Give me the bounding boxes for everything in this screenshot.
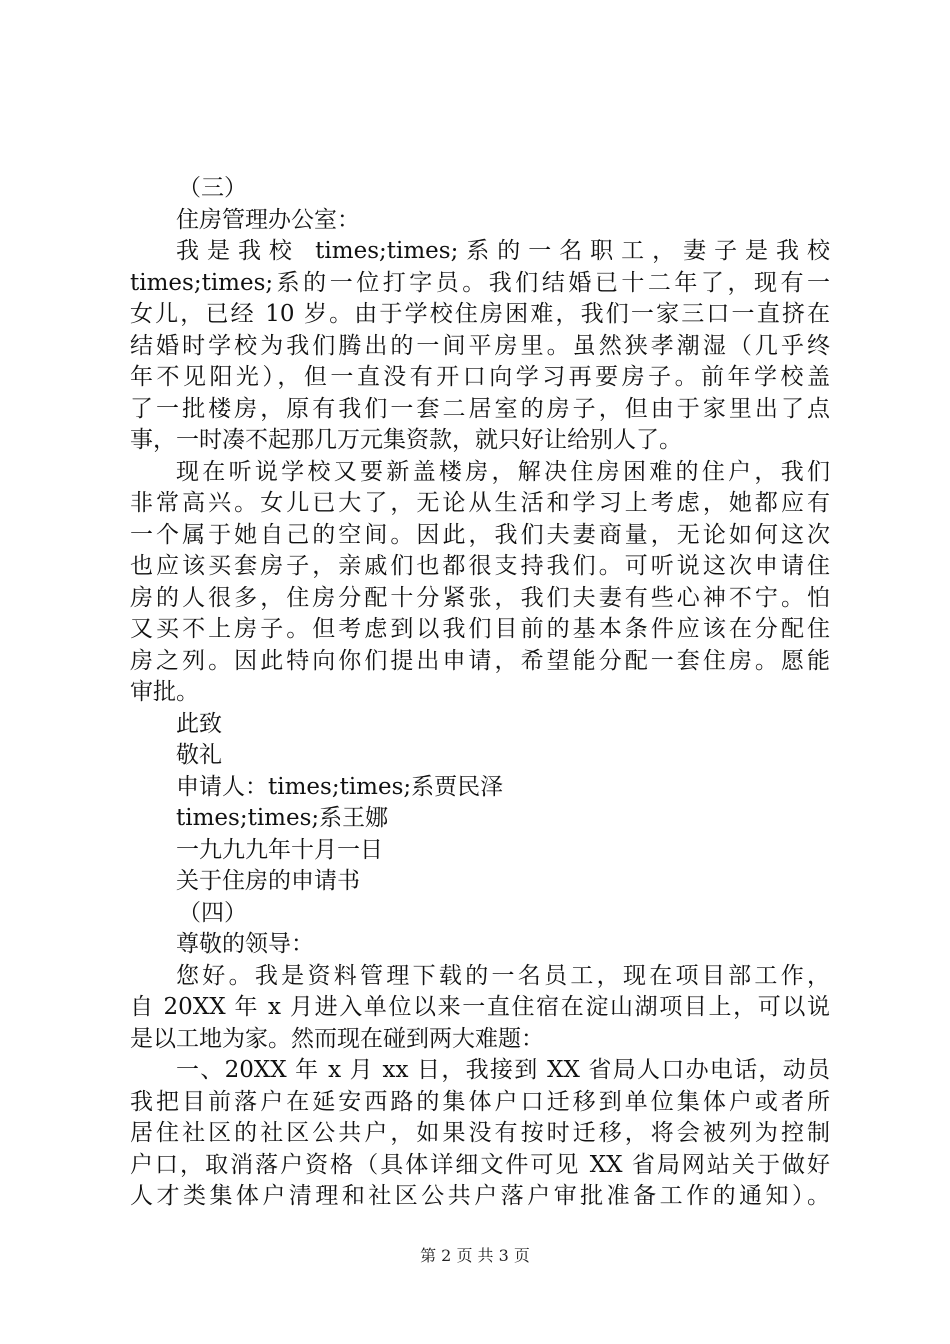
page-footer: 第 2 页 共 3 页	[420, 1246, 530, 1265]
paragraph-line: 居住社区的社区公共户，如果没有按时迁移，将会被列为控制	[130, 1120, 830, 1146]
paragraph-line: 是以工地为家。然而现在碰到两大难题：	[130, 1025, 544, 1052]
paragraph-line: 也应该买套房子，亲戚们也都很支持我们。可听说这次申请住	[130, 553, 830, 579]
section-number: （三）	[178, 175, 247, 201]
paragraph-line: 非常高兴。女儿已大了，无论从生活和学习上考虑，她都应有	[130, 490, 830, 516]
paragraph-line: 结婚时学校为我们腾出的一间平房里。虽然狭孝潮湿（几乎终	[130, 332, 830, 359]
paragraph-line: 审批。	[130, 679, 199, 705]
paragraph-line: 自 20XX 年 x 月进入单位以来一直住宿在淀山湖项目上，可以说	[130, 994, 830, 1020]
paragraph-line: 了一批楼房，原有我们一套二居室的房子，但由于家里出了点	[130, 395, 830, 422]
paragraph-line: 一、20XX 年 x 月 xx 日，我接到 XX 省局人口办电话，动员	[176, 1057, 830, 1083]
paragraph-line: 您好。我是资料管理下载的一名员工，现在项目部工作，	[176, 962, 830, 989]
paragraph-line: 年不见阳光），但一直没有开口向学习再要房子。前年学校盖	[130, 364, 830, 390]
applicant-name-2: times;times;系王娜	[176, 805, 389, 831]
document-body	[130, 173, 830, 1213]
paragraph-line: 又买不上房子。但考虑到以我们目前的基本条件应该在分配住	[130, 616, 830, 642]
paragraph-line: 我是我校 times;times;系的一名职工，妻子是我校	[176, 238, 830, 264]
paragraph-line: 房的人很多，住房分配十分紧张，我们夫妻有些心神不宁。怕	[130, 584, 830, 611]
letter-date: 一九九九年十月一日	[176, 836, 383, 863]
paragraph-line: 一个属于她自己的空间。因此，我们夫妻商量，无论如何这次	[130, 521, 830, 548]
paragraph-line: 事，一时凑不起那几万元集资款，就只好让给别人了。	[130, 427, 682, 453]
paragraph-line: 户口，取消落户资格（具体详细文件可见 XX 省局网站关于做好	[130, 1151, 830, 1178]
section-number: （四）	[178, 899, 247, 926]
section-title: 关于住房的申请书	[176, 868, 360, 894]
closing-regards: 敬礼	[176, 742, 222, 768]
paragraph-line: times;times;系的一位打字员。我们结婚已十二年了，现有一	[130, 269, 830, 296]
closing-salutation: 此致	[176, 710, 222, 737]
paragraph-line: 女儿，已经 10 岁。由于学校住房困难，我们一家三口一直挤在	[130, 301, 830, 327]
paragraph-line: 我把目前落户在延安西路的集体户口迁移到单位集体户或者所	[130, 1088, 830, 1115]
paragraph-line: 房之列。因此特向你们提出申请，希望能分配一套住房。愿能	[130, 647, 830, 674]
addressee: 住房管理办公室：	[176, 206, 360, 233]
addressee: 尊敬的领导：	[176, 931, 314, 957]
paragraph-line: 现在听说学校又要新盖楼房，解决住房困难的住户，我们	[176, 458, 830, 485]
paragraph-line: 人才类集体户清理和社区公共户落户审批准备工作的通知）。	[130, 1183, 830, 1209]
applicant-name: 申请人：times;times;系贾民泽	[176, 773, 504, 800]
